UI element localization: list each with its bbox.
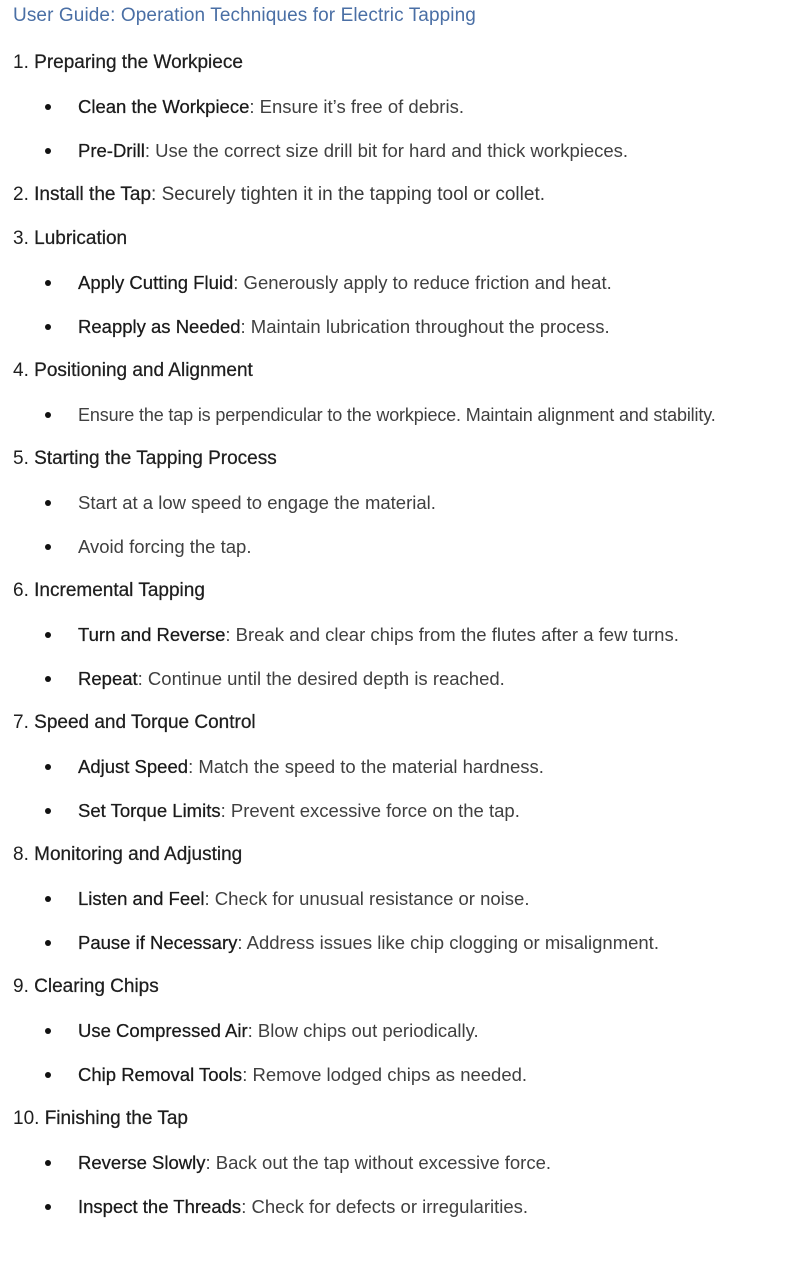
section-number: 5.	[13, 448, 29, 469]
bullet-icon	[45, 324, 51, 330]
bullet-list	[13, 490, 793, 560]
guide-section	[13, 226, 793, 340]
bullet-term: Reverse Slowly	[78, 1152, 206, 1173]
bullet-list	[13, 270, 793, 340]
guide-section	[13, 710, 793, 824]
bullet-description: : Address issues like chip clogging or misalignment.	[237, 932, 659, 953]
bullet-description: : Generously apply to reduce friction and heat.	[233, 272, 612, 293]
section-number: 1.	[13, 52, 29, 73]
section-heading	[13, 358, 793, 384]
list-item	[13, 930, 793, 956]
bullet-list	[13, 886, 793, 956]
section-heading	[13, 710, 793, 736]
bullet-description: : Match the speed to the material hardness.	[188, 756, 544, 777]
bullet-term: Adjust Speed	[78, 756, 189, 777]
section-title: Monitoring and Adjusting	[34, 844, 243, 865]
bullet-icon	[45, 940, 51, 946]
bullet-icon	[45, 104, 51, 110]
bullet-description: : Maintain lubrication throughout the process.	[240, 316, 610, 337]
list-item	[13, 622, 793, 648]
bullet-icon	[45, 808, 51, 814]
list-item	[13, 270, 793, 296]
section-title: Starting the Tapping Process	[34, 448, 277, 469]
guide-section	[13, 1106, 793, 1220]
section-title: Preparing the Workpiece	[34, 52, 243, 73]
list-item	[13, 886, 793, 912]
guide-section	[13, 578, 793, 692]
bullet-icon	[45, 896, 51, 902]
bullet-icon	[45, 412, 51, 418]
list-item	[13, 490, 793, 516]
bullet-description: : Ensure it’s free of debris.	[249, 96, 464, 117]
section-heading	[13, 182, 793, 208]
section-heading	[13, 974, 793, 1000]
bullet-term: Set Torque Limits	[78, 800, 221, 821]
bullet-term: Chip Removal Tools	[78, 1064, 243, 1085]
bullet-description: Start at a low speed to engage the material.	[78, 492, 436, 513]
bullet-icon	[45, 764, 51, 770]
section-number: 6.	[13, 580, 29, 601]
bullet-term: Turn and Reverse	[78, 624, 226, 645]
bullet-term: Clean the Workpiece	[78, 96, 250, 117]
section-number: 7.	[13, 712, 29, 733]
bullet-list	[13, 1150, 793, 1220]
bullet-list	[13, 622, 793, 692]
bullet-description: : Break and clear chips from the flutes after a few turns.	[225, 624, 679, 645]
list-item	[13, 94, 793, 120]
section-title: Speed and Torque Control	[34, 712, 256, 733]
section-title: Incremental Tapping	[34, 580, 205, 601]
bullet-term: Listen and Feel	[78, 888, 205, 909]
bullet-term: Apply Cutting Fluid	[78, 272, 234, 293]
list-item	[13, 1018, 793, 1044]
guide-section	[13, 446, 793, 560]
bullet-icon	[45, 1072, 51, 1078]
bullet-list	[13, 1018, 793, 1088]
section-title: Install the Tap	[34, 184, 152, 205]
guide-section	[13, 50, 793, 164]
bullet-term: Reapply as Needed	[78, 316, 241, 337]
section-heading	[13, 578, 793, 604]
section-number: 3.	[13, 228, 29, 249]
section-description: : Securely tighten it in the tapping tool or collet.	[151, 184, 545, 205]
list-item	[13, 314, 793, 340]
bullet-icon	[45, 632, 51, 638]
section-heading	[13, 1106, 793, 1132]
section-number: 9.	[13, 976, 29, 997]
section-heading	[13, 50, 793, 76]
bullet-term: Use Compressed Air	[78, 1020, 248, 1041]
bullet-description: : Check for defects or irregularities.	[241, 1196, 529, 1217]
list-item	[13, 1194, 793, 1220]
bullet-icon	[45, 676, 51, 682]
bullet-description: : Use the correct size drill bit for hard and thick workpieces.	[144, 140, 629, 161]
list-item	[13, 1062, 793, 1088]
list-item	[13, 666, 793, 692]
list-item	[13, 754, 793, 780]
bullet-icon	[45, 544, 51, 550]
document-title: User Guide: Operation Techniques for Electric Tapping	[13, 5, 476, 26]
guide-content	[13, 50, 793, 1238]
bullet-term: Pre-Drill	[78, 140, 145, 161]
bullet-term: Pause if Necessary	[78, 932, 238, 953]
guide-section	[13, 182, 793, 208]
section-heading	[13, 226, 793, 252]
section-heading	[13, 446, 793, 472]
bullet-description: Ensure the tap is perpendicular to the workpiece. Maintain alignment and stability.	[78, 405, 716, 425]
section-title: Lubrication	[34, 228, 128, 249]
bullet-description: Avoid forcing the tap.	[78, 536, 252, 557]
section-number: 2.	[13, 184, 29, 205]
bullet-icon	[45, 500, 51, 506]
section-heading	[13, 842, 793, 868]
guide-section	[13, 358, 793, 428]
bullet-list	[13, 402, 793, 428]
bullet-icon	[45, 1204, 51, 1210]
guide-section	[13, 842, 793, 956]
bullet-term: Repeat	[78, 668, 138, 689]
section-title: Finishing the Tap	[44, 1108, 189, 1129]
list-item	[13, 402, 793, 428]
list-item	[13, 1150, 793, 1176]
bullet-icon	[45, 280, 51, 286]
bullet-list	[13, 94, 793, 164]
section-title: Positioning and Alignment	[34, 360, 253, 381]
bullet-list	[13, 754, 793, 824]
list-item	[13, 534, 793, 560]
guide-section	[13, 974, 793, 1088]
bullet-description: : Prevent excessive force on the tap.	[220, 800, 520, 821]
bullet-icon	[45, 148, 51, 154]
section-number: 8.	[13, 844, 29, 865]
bullet-description: : Remove lodged chips as needed.	[242, 1064, 528, 1085]
bullet-icon	[45, 1160, 51, 1166]
bullet-description: : Blow chips out periodically.	[247, 1020, 479, 1041]
section-number: 4.	[13, 360, 29, 381]
bullet-icon	[45, 1028, 51, 1034]
list-item	[13, 798, 793, 824]
section-number: 10.	[13, 1108, 40, 1129]
section-title: Clearing Chips	[34, 976, 159, 997]
bullet-description: : Continue until the desired depth is reached.	[137, 668, 505, 689]
bullet-term: Inspect the Threads	[78, 1196, 242, 1217]
bullet-description: : Check for unusual resistance or noise.	[204, 888, 530, 909]
bullet-description: : Back out the tap without excessive force.	[205, 1152, 552, 1173]
list-item	[13, 138, 793, 164]
